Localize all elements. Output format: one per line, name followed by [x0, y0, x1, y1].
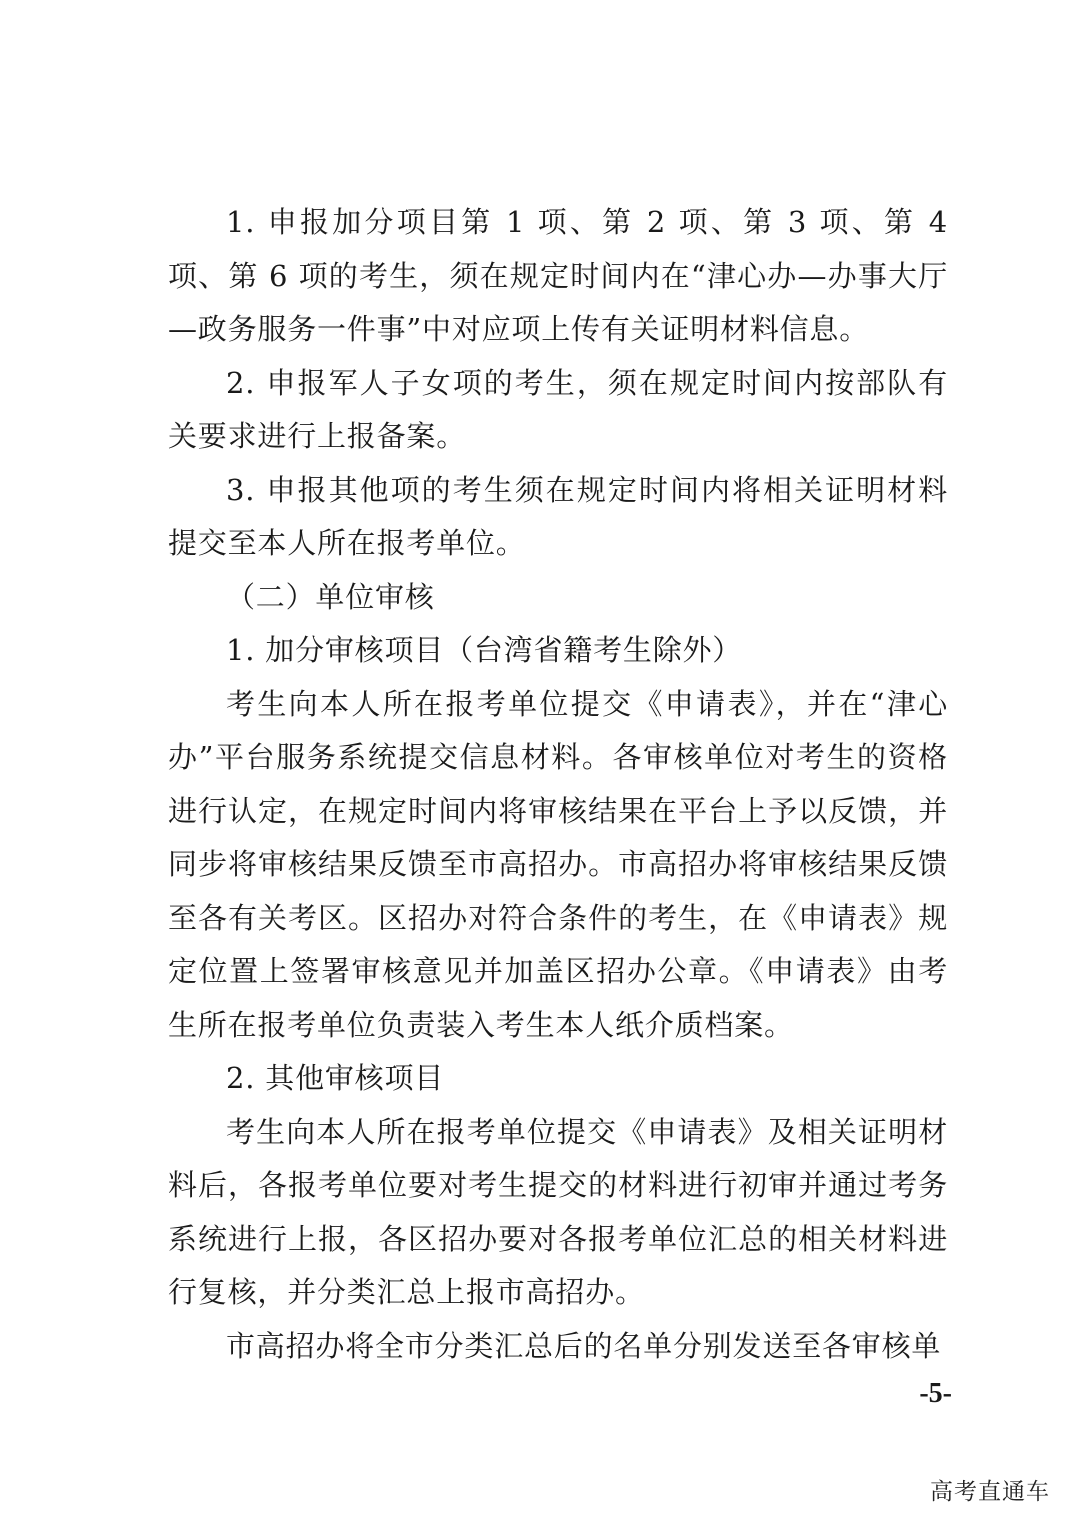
- para-other-review: 考生向本人所在报考单位提交《申请表》及相关证明材料后，各报考单位要对考生提交的材料进行初审并通过考务系统进行上报，各区招办要对各报考单位汇总的相关材料进行复核，并分类汇总上报市高招办。: [168, 1114, 948, 1309]
- para-city-office-list: 市高招办将全市分类汇总后的名单分别发送至各审核单: [226, 1328, 942, 1363]
- para-add-points-review: 考生向本人所在报考单位提交《申请表》，并在“津心办”平台服务系统提交信息材料。各审核单位对考生的资格进行认定，在规定时间内将审核结果在平台上予以反馈，并同步将审核结果反馈至市高招办。市高招办将审核结果反馈至各有关考区。区招办对符合条件的考生，在《申请表》规定位置上签署审核意见并加盖区招办公章。《申请表》由考生所在报考单位负责装入考生本人纸介质档案。: [168, 686, 948, 1042]
- item-2-military-children: 2. 申报军人子女项的考生，须在规定时间内按部队有关要求进行上报备案。: [168, 365, 948, 453]
- document-body: [168, 196, 948, 1373]
- page-number: -5-: [919, 1378, 952, 1409]
- item-3-other-items: 3. 申报其他项的考生须在规定时间内将相关证明材料提交至本人所在报考单位。: [168, 472, 948, 560]
- subheading-add-points-review: 1. 加分审核项目（台湾省籍考生除外）: [226, 633, 743, 667]
- section-heading-unit-review: （二）单位审核: [226, 579, 435, 614]
- watermark-text: 高考直通车: [930, 1479, 1050, 1505]
- item-1-add-points-upload: 1. 申报加分项目第 1 项、第 2 项、第 3 项、第 4 项、第 6 项的考生，须在规定时间内在“津心办—办事大厅—政务服务一件事”中对应项上传有关证明材料信息。: [168, 205, 948, 346]
- subheading-other-review: 2. 其他审核项目: [226, 1061, 445, 1095]
